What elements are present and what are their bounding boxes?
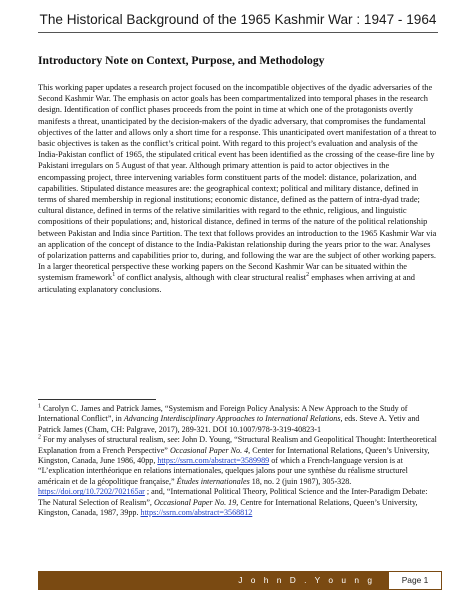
page-footer xyxy=(38,571,442,590)
footnote-separator xyxy=(38,399,156,400)
page-header xyxy=(38,10,438,33)
page-number: Page 1 xyxy=(389,572,441,589)
section-heading: Introductory Note on Context, Purpose, and Methodology xyxy=(38,54,325,67)
footnote-text: ; and, “International Political Theory, Political Science and the Inter-Paradigm Debate: The Natural Selection of Realism”, xyxy=(38,487,428,507)
footnote-ref-2[interactable]: 2 xyxy=(306,272,310,279)
header-title: The Historical Background of the 1965 Kashmir War : 1947 - 1964 xyxy=(39,12,437,27)
body-text-part: of conflict analysis, although with clear structural realist xyxy=(115,273,307,283)
footnote-number: 1 xyxy=(38,403,41,410)
footnote-ref-1[interactable]: 1 xyxy=(112,272,116,279)
footnote-italic: Occasional Paper No. 4 xyxy=(169,445,249,455)
footnote-text: Carolyn C. James and Patrick James, “Systemism and Foreign Policy Analysis: A New Approach to the Study of International Conflict”, in xyxy=(38,404,408,424)
footnote-1 xyxy=(38,404,438,435)
footnote-text: 18, no. 2 (juin 1987), 305-328. xyxy=(249,476,352,486)
footnote-number: 2 xyxy=(38,434,41,441)
footnote-text: , eds. Steve A. Yetiv and Patrick James (Cham, CH: Palgrave, 2017), 289-321. DOI 10.1007/978-3-319-40823-1 xyxy=(38,414,420,434)
footnote-italic: Études internationales xyxy=(176,476,250,486)
footnote-text: , Centre for International Relations, Queen’s University, Kingston, Canada, 1987, 39pp. xyxy=(38,497,418,518)
footnote-italic: Occasional Paper No. 19 xyxy=(153,497,237,507)
ssrn-link-3568812[interactable]: https://ssrn.com/abstract=3568812 xyxy=(140,508,253,518)
footnote-2 xyxy=(38,435,438,518)
ssrn-link-3589989[interactable]: https://ssrn.com/abstract=3589989 xyxy=(157,456,270,466)
footnote-text: For my analyses of structural realism, see: John D. Young, “Structural Realism and Geopolitical Thought: Intertheoretical Explanation from a French Perspective” xyxy=(38,435,437,455)
footnote-italic: Advancing Interdisciplinary Approaches to International Relations xyxy=(123,414,341,424)
footnotes xyxy=(38,404,438,518)
body-text-part: emphases when arriving at and articulating explanatory conclusions. xyxy=(38,273,415,294)
footnote-text: , Center for International Relations, Queen’s University, Kingston, Canada, June 1986, 40pp, xyxy=(38,445,430,466)
footer-author: J o h n D . Y o u n g xyxy=(39,572,389,589)
body-text-part: This working paper updates a research project focused on the incompatible objectives of the dyadic adversaries of the Second Kashmir War. The emphasis on actor goals has been compartmentalized into temporal phases in the research design. Identification of conflict phases proceeds from the point in time at which one of the protagonists overtly manifests a threat, unanticipated by the decision-makers of the dyadic adversary, that compromises the fundamental objectives of the latter and allows only a short time for a response. This unanticipated overt manifestation of a threat to basic objectives is taken as the conflict’s critical point. With regard to this project’s evaluation and analysis of the India-Pakistan conflict of 1965, the stipulated critical event has been identified as the crossing of the cease-fire line by Pakistani irregulars on 5 August of that year. Although primary attention is paid to actor objectives in the encompassing project, three intervening variables form constituent parts of the model: distance, polarization, and capabilities. Stipulated distance measures are: the geographical context; political and military distance, defined in terms of shared membership in regional institutions; economic distance, defined as the pattern of intra-dyad trade; cultural distance, defined in terms of the relative similarities with regard to the ethnic, religious, and linguistic compositions of their populations; and, historical distance, defined in terms of the nature of the political relationship between Pakistan and India since Partition. The text that follows provides an introduction to the 1965 Kashmir War via an application of the concept of distance to the India-Pakistan relationship during the years prior to the war. Analyses of polarization patterns and capabilities prior to, during, and following the war are the subject of other working papers. In a larger theoretical perspective these working papers on the Second Kashmir War can be situated within the systemism framework xyxy=(38,83,437,283)
footnote-text: of which a French-language version is at “L’explication interthéorique en relations internationales, quelques jalons pour une synthèse du réalisme structurel américain et de la géopolitique française,” xyxy=(38,456,408,486)
doi-link[interactable]: https://doi.org/10.7202/702165ar xyxy=(38,487,145,497)
body-paragraph xyxy=(38,82,438,295)
